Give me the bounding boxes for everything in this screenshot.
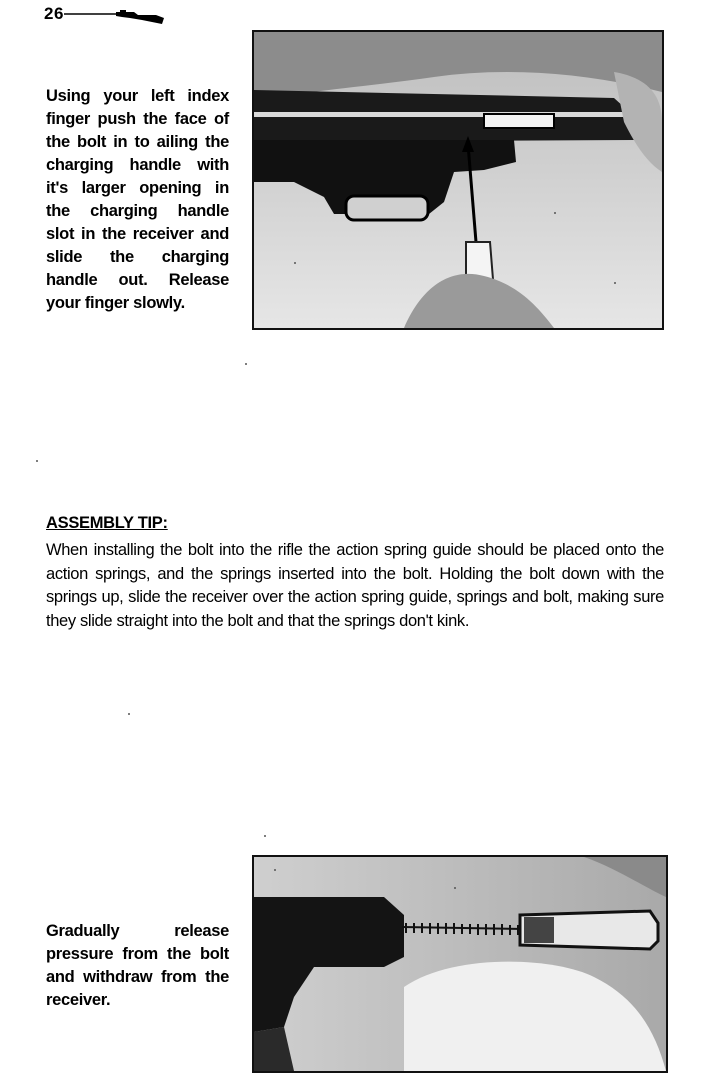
assembly-tip-heading: ASSEMBLY TIP:	[46, 514, 168, 532]
assembly-tip-text: When installing the bolt into the rifle the action spring guide should be placed onto the action springs, and the springs inserted into the bolt. Holding the bolt down with the springs up, slide the receiver over the action spring guide, springs and bolt, making sure they slide straight into the bolt and that the springs don't kink.	[46, 541, 664, 630]
page-number: 26	[44, 4, 64, 23]
rifle-icon	[64, 6, 174, 28]
step-one-text: Using your left index finger push the face of the bolt in to ailing the charging handle with it's larger opening in the charging handle slot in the receiver and slide the charging handle out. Release your finger slowly.	[46, 87, 229, 312]
bolt-charging-handle-photo	[252, 30, 664, 330]
bolt-withdraw-photo	[252, 855, 668, 1073]
step-two-text: Gradually release pressure from the bolt and withdraw from the receiver.	[46, 922, 229, 1009]
